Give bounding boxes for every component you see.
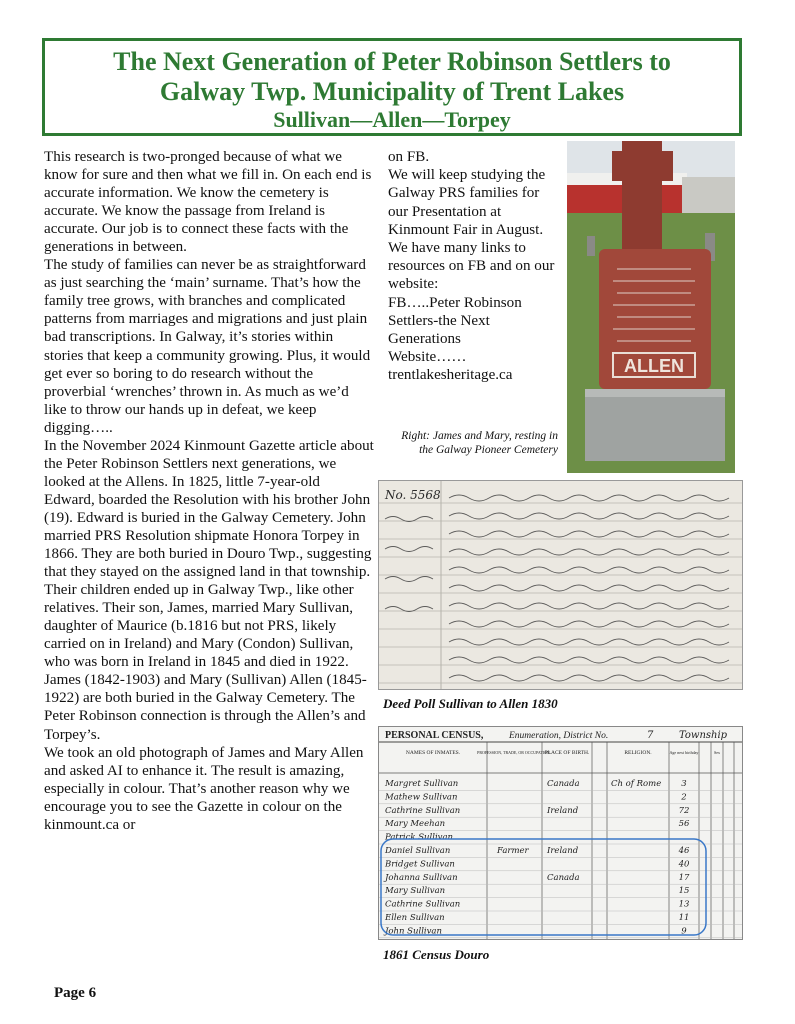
census-cell-birth: Canada (547, 779, 580, 789)
census-table (379, 727, 743, 940)
census-cell-age: 46 (678, 846, 690, 856)
gravestone-photo (567, 141, 735, 473)
census-header-right: Township (679, 730, 728, 741)
deed-illustration (379, 481, 743, 690)
deed-image (378, 480, 743, 690)
facebook-link[interactable]: FB…..Peter Robinson Settlers-the Next Generations (388, 294, 522, 348)
census-cell-age: 15 (678, 886, 690, 897)
census-cell-name: Cathrine Sullivan (385, 805, 461, 816)
article-left-column (44, 148, 374, 834)
census-cell-name: Daniel Sullivan (385, 846, 451, 856)
census-cell-birth: Ireland (547, 805, 579, 816)
census-cell-age: 3 (681, 779, 687, 789)
census-cell-age: 56 (678, 819, 690, 830)
census-col-header: NAMES OF INMATES. (405, 750, 461, 756)
stone-name: ALLEN (624, 356, 684, 376)
census-cell-age: 13 (678, 899, 690, 910)
website-link[interactable]: trentlakesheritage.ca (388, 367, 513, 384)
title-line-2: Galway Twp. Municipality of Trent Lakes (159, 77, 625, 106)
census-cell-name: Mary Meehan (385, 819, 446, 830)
census-cell-name: John Sullivan (385, 926, 442, 937)
census-cell-birth: Ireland (547, 846, 579, 856)
census-cell-age: 11 (678, 913, 690, 923)
census-cell-name: Mathew Sullivan (385, 792, 458, 803)
gravestone-illustration (567, 141, 735, 473)
census-cell-age: 2 (681, 792, 687, 803)
article-paragraph: This research is two-pronged because of what we know for sure and then what we fill in. On each end is accurate information. We know the cemetery is accurate. We know the passage from Ireland is accurate. Our job is to connect these facts with the generations in between. (44, 149, 372, 256)
census-cell-age: 72 (678, 805, 690, 816)
census-col-header: Sex (714, 750, 720, 755)
census-district-no: 7 (647, 730, 654, 741)
deed-ref: No. 5568 (385, 488, 441, 502)
census-col-header: PLACE OF BIRTH. (544, 750, 590, 756)
article-continued: We will keep studying the Galway PRS families for our Presentation at Kinmount Fair in August. We have many links to resources on FB and on our website: (388, 167, 555, 293)
census-cell-name: Margret Sullivan (385, 779, 459, 789)
census-cell-birth: Canada (547, 872, 580, 883)
census-cell-name: Ellen Sullivan (385, 913, 445, 923)
census-cell-age: 40 (678, 859, 690, 870)
article-mid-column (388, 148, 560, 385)
deed-caption: Deed Poll Sullivan to Allen 1830 (383, 696, 558, 711)
census-col-header: RELIGION. (624, 750, 652, 756)
census-cell-name: Patrick Sullivan (385, 832, 454, 843)
subtitle: Sullivan—Allen—Torpey (273, 107, 511, 132)
title-box (42, 38, 742, 136)
census-cell-name: Johanna Sullivan (385, 872, 458, 883)
census-cell-name: Cathrine Sullivan (385, 899, 461, 910)
photo-caption: Right: James and Mary, resting in the Galway Pioneer Cemetery (401, 430, 558, 456)
census-col-header: PROFESSION, TRADE, OR OCCUPATION. (477, 750, 551, 755)
census-image (378, 726, 743, 940)
census-cell-age: 9 (681, 926, 687, 937)
census-cell-religion: Ch of Rome (611, 779, 662, 789)
census-cell-name: Mary Sullivan (385, 886, 446, 897)
census-cell-name: Bridget Sullivan (385, 859, 455, 870)
website-label: Website…… (388, 349, 467, 366)
article-paragraph: We took an old photograph of James and Mary Allen and asked AI to enhance it. The result is amazing, especially in colour. That’s another reason why we encourage you to see the Gazette in colour on the kinmount.ca or (44, 744, 364, 833)
census-header-left: PERSONAL CENSUS, (385, 730, 484, 741)
article-paragraph: The study of families can never be as straightforward as just searching the ‘main’ surname. That’s how the family tree grows, with branches and complicated patterns from marriages and migrations and just plain bad transcriptions. In Galway, it’s stories within stories that keep a community growing. Plus, it would get ever so boring to do research without the proverbial ‘wrenches’ thrown in. As much as we’d like to throw our hands up in defeat, we keep digging….. (44, 257, 371, 436)
census-caption: 1861 Census Douro (383, 947, 490, 962)
census-cell-age: 17 (678, 872, 690, 883)
census-col-header: Age next birthday (669, 750, 699, 755)
article-paragraph: In the November 2024 Kinmount Gazette article about the Peter Robinson Settlers next generations, we looked at the Allens. In 1825, little 7-year-old Edward, boarded the Resolution with his brother John (19). Edward is buried in the Galway Cemetery. John married PRS Resolution shipmate Honora Torpey in 1866. They are both buried in Douro Twp., suggesting that they stayed on the assigned land in that township. Their children ended up in Galway Twp., like other relatives. Their son, James, married Mary Sullivan, daughter of Maurice (b.1816 but not PRS, likely carried on in Ireland) and Mary (Condon) Sullivan, who was born in Ireland in 1845 and died in 1922. James (1842-1903) and Mary (Sullivan) Allen (1845-1922) are both buried in the Galway Cemetery. The Peter Robinson connection is through the Allen’s and Torpey’s. (44, 437, 374, 743)
page-number: Page 6 (54, 985, 97, 1001)
article-continued: on FB. (388, 149, 430, 165)
census-header-mid: Enumeration, District No. (509, 731, 609, 741)
title-line-1: The Next Generation of Peter Robinson Settlers to (113, 47, 671, 76)
census-cell-occupation: Farmer (497, 846, 529, 856)
